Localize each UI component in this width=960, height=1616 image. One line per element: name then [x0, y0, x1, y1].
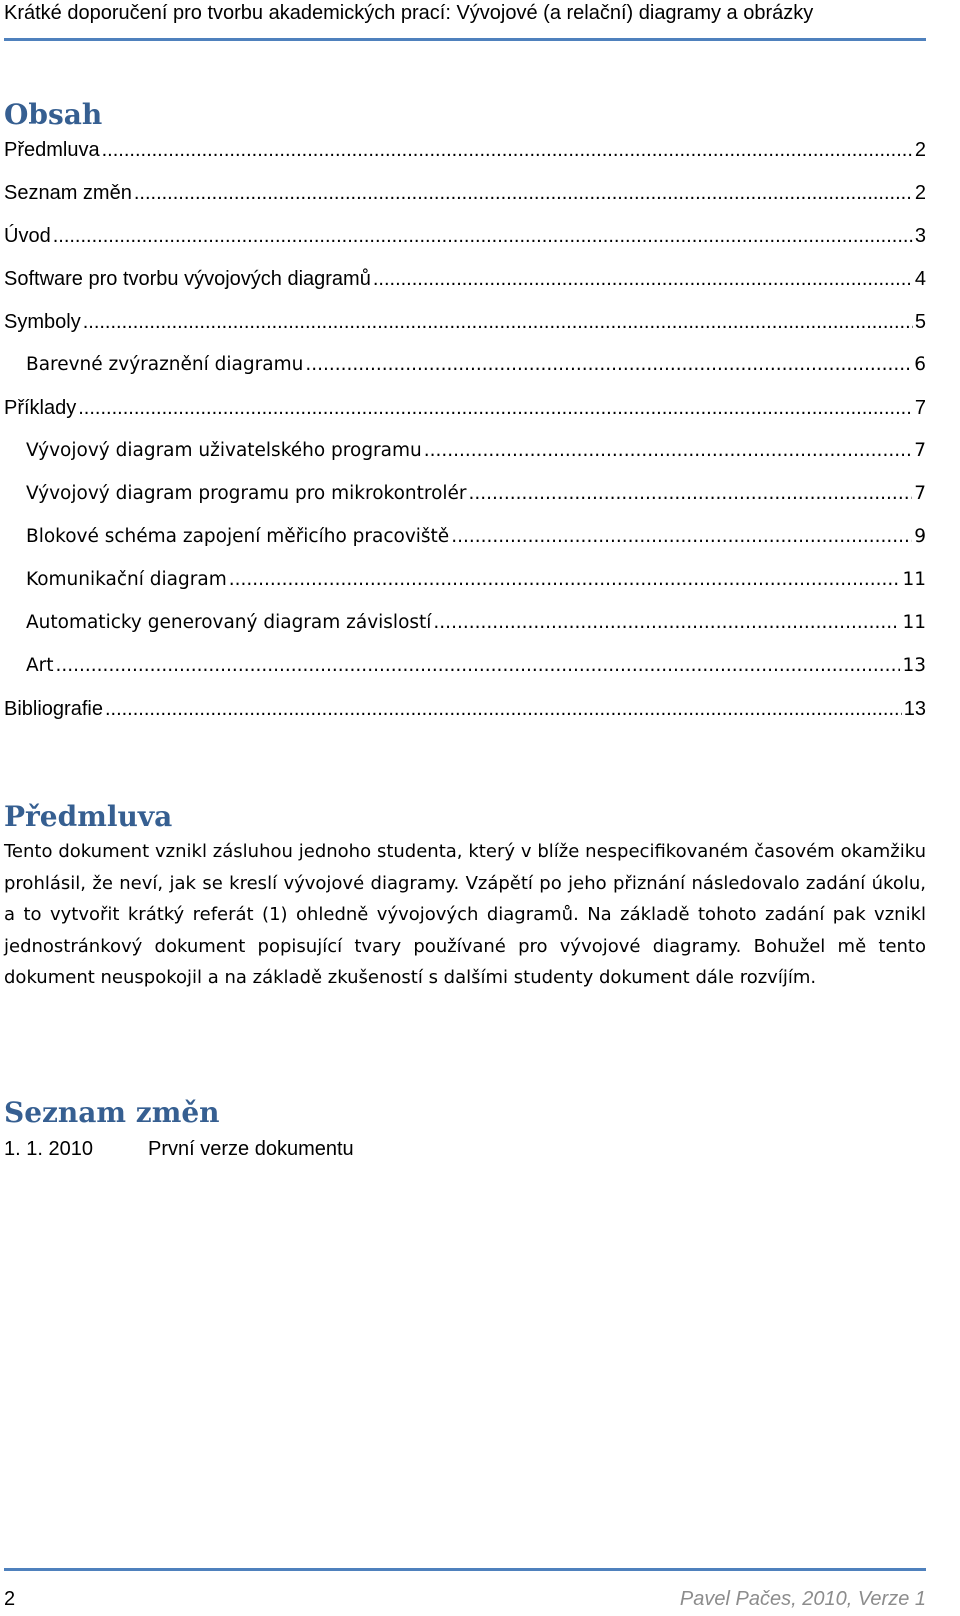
toc-entry[interactable] — [4, 565, 926, 608]
toc-leader-dots — [83, 307, 913, 337]
toc-entry[interactable] — [4, 264, 926, 307]
toc-heading: Obsah — [4, 98, 103, 131]
toc-leader-dots — [305, 350, 912, 380]
toc-leader-dots — [56, 651, 901, 681]
toc-leader-dots — [102, 135, 913, 165]
toc-entry[interactable] — [4, 651, 926, 694]
toc-entry[interactable] — [4, 350, 926, 393]
toc-entry-title: Vývojový diagram uživatelského programu — [26, 440, 422, 461]
toc-entry-title: Automaticky generovaný diagram závislostí — [26, 612, 432, 633]
header-rule — [4, 38, 926, 41]
changes-row — [4, 1134, 354, 1164]
toc-entry-page: 13 — [902, 655, 926, 676]
toc-entry-title: Příklady — [4, 397, 77, 419]
toc-entry[interactable] — [4, 436, 926, 479]
toc-entry-title: Komunikační diagram — [26, 569, 227, 590]
changes-heading: Seznam změn — [4, 1096, 220, 1129]
toc-entry[interactable] — [4, 307, 926, 350]
toc-entry[interactable] — [4, 479, 926, 522]
toc-entry-page: 13 — [903, 698, 926, 720]
toc-leader-dots — [229, 565, 901, 595]
toc-entry[interactable] — [4, 221, 926, 264]
toc-leader-dots — [78, 393, 913, 423]
toc-entry-title: Bibliografie — [4, 698, 103, 720]
toc-leader-dots — [469, 479, 913, 509]
toc-entry[interactable] — [4, 608, 926, 651]
toc-entry[interactable] — [4, 135, 926, 178]
toc-entry-title: Předmluva — [4, 139, 100, 161]
toc-leader-dots — [373, 264, 913, 294]
toc-entry[interactable] — [4, 178, 926, 221]
toc-entry[interactable] — [4, 694, 926, 737]
toc-entry-title: Seznam změn — [4, 182, 132, 204]
toc-entry-page: 7 — [914, 397, 926, 419]
toc-leader-dots — [134, 178, 913, 208]
toc-entry-page: 7 — [914, 440, 926, 461]
toc-entry-page: 4 — [914, 268, 926, 290]
toc-leader-dots — [424, 436, 912, 466]
change-description: První verze dokumentu — [148, 1138, 354, 1160]
toc-entry-page: 7 — [914, 483, 926, 504]
toc-entry[interactable] — [4, 522, 926, 565]
toc-leader-dots — [451, 522, 912, 552]
toc-leader-dots — [105, 694, 902, 724]
preface-heading: Předmluva — [4, 800, 173, 833]
footer-rule — [4, 1568, 926, 1571]
toc-entry[interactable] — [4, 393, 926, 436]
toc-leader-dots — [53, 221, 913, 251]
toc-entry-page: 11 — [902, 612, 926, 633]
toc-entry-page: 2 — [914, 182, 926, 204]
footer-credit: Pavel Pačes, 2010, Verze 1 — [679, 1588, 926, 1610]
toc-entry-title: Art — [26, 655, 54, 676]
toc-entry-page: 5 — [914, 311, 926, 333]
toc-entry-title: Úvod — [4, 225, 51, 247]
toc-entry-page: 6 — [914, 354, 926, 375]
toc-entry-page: 3 — [914, 225, 926, 247]
toc-entry-page: 11 — [902, 569, 926, 590]
running-header: Krátké doporučení pro tvorbu akademických prací: Vývojové (a relační) diagramy a obrázky — [4, 2, 814, 24]
toc-entry-title: Symboly — [4, 311, 81, 333]
toc-entry-page: 9 — [914, 526, 926, 547]
toc-entry-page: 2 — [914, 139, 926, 161]
change-date: 1. 1. 2010 — [4, 1138, 93, 1160]
toc-entry-title: Barevné zvýraznění diagramu — [26, 354, 304, 375]
toc-entry-title: Blokové schéma zapojení měřicího pracoviště — [26, 526, 450, 547]
toc-entry-title: Software pro tvorbu vývojových diagramů — [4, 268, 371, 290]
table-of-contents — [4, 135, 926, 737]
page-number: 2 — [4, 1588, 16, 1610]
toc-leader-dots — [433, 608, 900, 638]
toc-entry-title: Vývojový diagram programu pro mikrokontrolér — [26, 483, 467, 504]
preface-paragraph: Tento dokument vznikl zásluhou jednoho studenta, který v blíže nespecifikovaném časovém okamžiku prohlásil, že neví, jak se kreslí vývojové diagramy. Vzápětí po jeho přiznání následovalo zadání úkolu, a to vytvořit krátký referát (1) ohledně vývojových diagramů. Na základě tohoto zadání pak vznikl jednostránkový dokument popisující tvary používané pro vývojové diagramy. Bohužel mě tento dokument neuspokojil a na základě zkušeností s dalšími studenty dokument dále rozvíjím. — [4, 841, 926, 988]
